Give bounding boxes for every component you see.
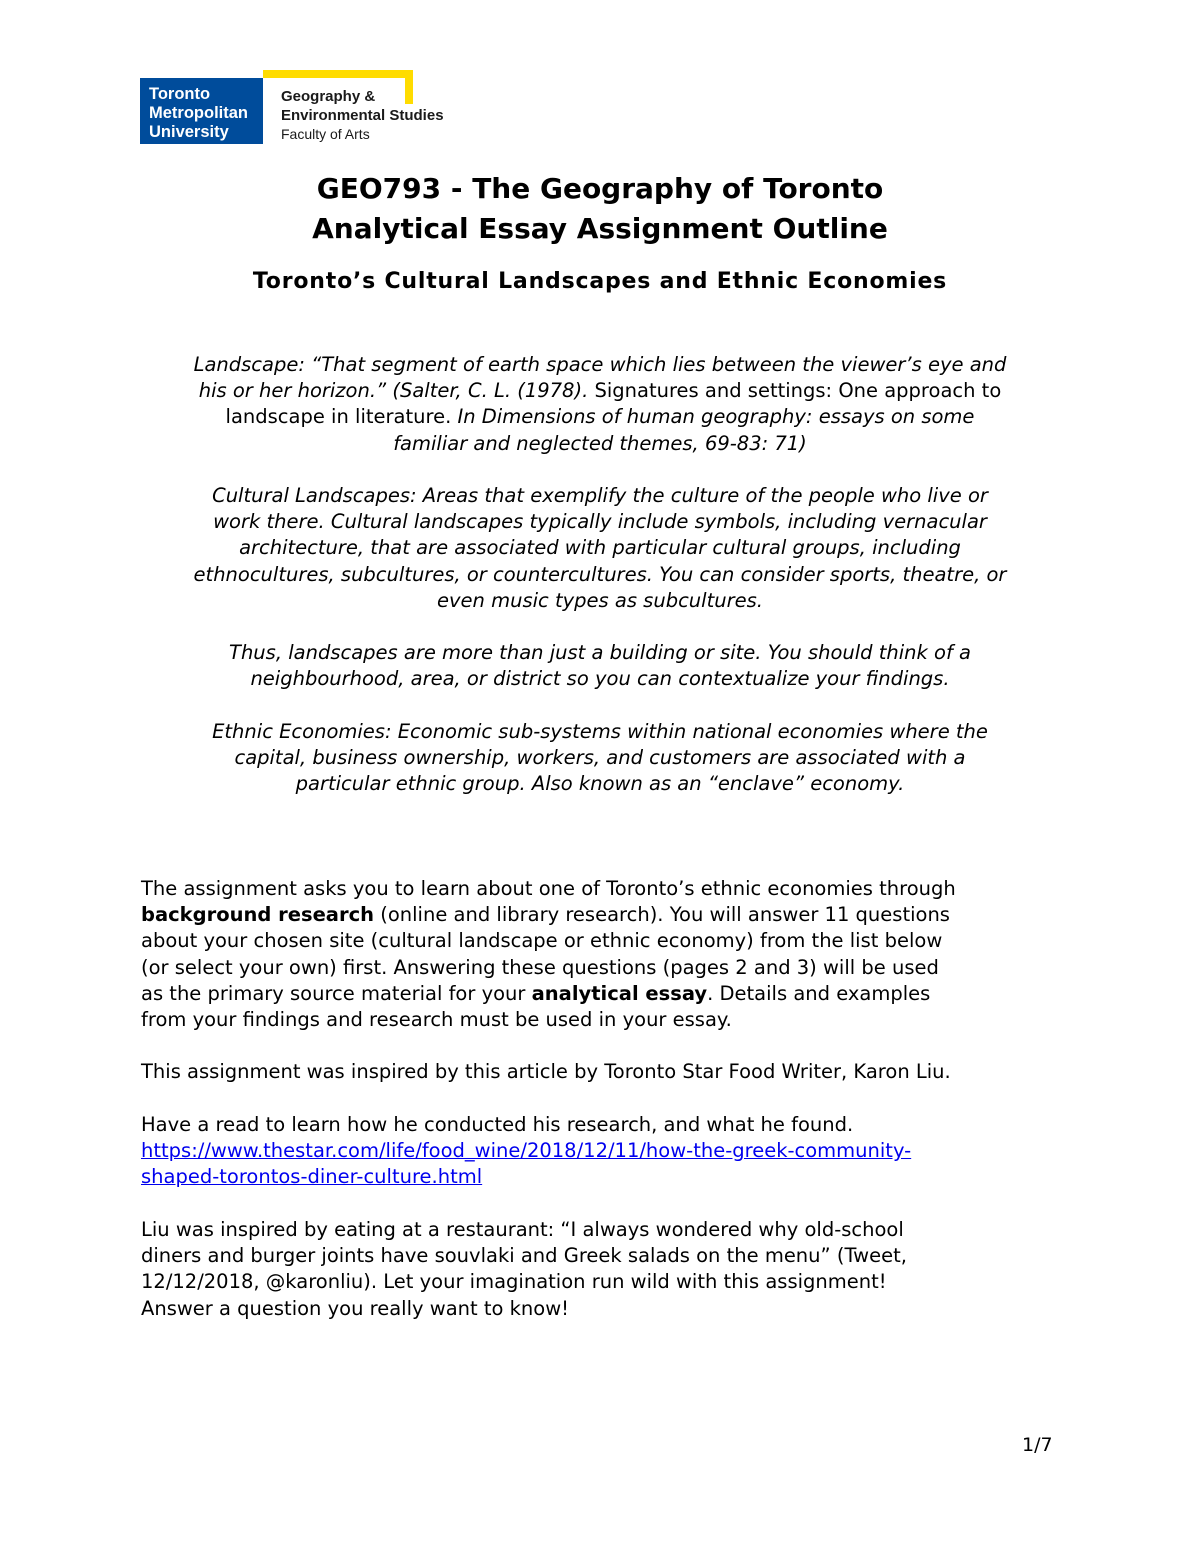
landscape-line-4: familiar and neglected themes, 69-83: 71): [393, 431, 807, 455]
university-line-1: Toronto: [149, 85, 211, 103]
body-line: [141, 981, 1071, 1007]
page-title-line-2: Analytical Essay Assignment Outline: [312, 212, 888, 245]
background-research-emphasis: background research: [141, 903, 375, 927]
body-line: Liu was inspired by eating at a restaurant: “I always wondered why old-school: [141, 1218, 904, 1241]
page-title-line-1: GEO793 - The Geography of Toronto: [316, 172, 884, 205]
definition-line: particular ethnic group. Also known as an “enclave” economy.: [295, 772, 905, 796]
landscape-line-3-italic: In Dimensions of human geography: essays on some: [457, 405, 975, 429]
body-line: about your chosen site (cultural landscape or ethnic economy) from the list below: [141, 929, 943, 953]
analytical-essay-emphasis: analytical essay: [531, 981, 708, 1005]
landscape-line-3: [130, 404, 1070, 430]
university-line-3: University: [149, 123, 229, 141]
landscape-definition: [130, 352, 1070, 457]
landscape-line-1: Landscape: “That segment of earth space which lies between the viewer’s eye and: [193, 353, 1007, 376]
inspiration-paragraph: [141, 1059, 1071, 1085]
body-line-end: . Details and examples: [707, 981, 931, 1005]
ethnic-economies-definition: [130, 719, 1070, 798]
body-line-rest: (online and library research). You will answer 11 questions: [374, 903, 950, 927]
page-number: 1/7: [1022, 1434, 1053, 1456]
definition-line: Ethnic Economies: Economic sub-systems within national economies where the: [212, 720, 988, 743]
cultural-landscapes-definition: [130, 483, 1070, 614]
note-line: neighbourhood, area, or district so you can contextualize your findings.: [250, 667, 950, 691]
article-link-line-2[interactable]: shaped-torontos-diner-culture.html: [141, 1165, 483, 1189]
landscape-line-2-italic: his or her horizon.” (Salter, C. L. (1978).: [198, 379, 595, 403]
article-link-line-1[interactable]: https://www.thestar.com/life/food_wine/2018/12/11/how-the-greek-community-: [141, 1139, 912, 1163]
definition-line: even music types as subcultures.: [437, 588, 763, 612]
logo-accent-bar: [263, 70, 405, 78]
university-line-2: Metropolitan: [149, 104, 248, 122]
liu-inspiration-paragraph: [141, 1217, 1071, 1322]
department-line-1: Geography &: [281, 88, 376, 105]
landscape-line-3-normal: landscape in literature.: [225, 405, 458, 429]
body-line: Answer a question you really want to know!: [141, 1296, 569, 1320]
department-line-2: Environmental Studies: [281, 107, 444, 124]
definition-line: Cultural Landscapes: Areas that exemplify the culture of the people who live or: [212, 484, 988, 507]
body-line: 12/12/2018, @karonliu). Let your imagination run wild with this assignment!: [141, 1270, 887, 1294]
assignment-description: [141, 876, 1071, 1033]
body-line: (or select your own) first. Answering these questions (pages 2 and 3) will be used: [141, 955, 939, 979]
article-link[interactable]: [141, 1138, 1071, 1190]
body-line: diners and burger joints have souvlaki and Greek salads on the menu” (Tweet,: [141, 1244, 907, 1268]
page-subtitle: Toronto’s Cultural Landscapes and Ethnic Economies: [252, 269, 948, 294]
faculty-name: Faculty of Arts: [281, 126, 370, 142]
article-reference: [141, 1112, 1071, 1191]
definition-line: architecture, that are associated with particular cultural groups, including: [239, 536, 961, 560]
university-name-box: [140, 78, 263, 144]
landscape-note: [130, 640, 1070, 692]
body-line: [141, 902, 1071, 928]
landscape-line-2-normal: Signatures and settings: One approach to: [594, 379, 1002, 403]
definition-line: ethnocultures, subcultures, or countercultures. You can consider sports, theatre, or: [193, 562, 1007, 586]
body-line: The assignment asks you to learn about one of Toronto’s ethnic economies through: [141, 877, 956, 900]
note-line: Thus, landscapes are more than just a building or site. You should think of a: [229, 641, 971, 664]
definition-line: capital, business ownership, workers, and customers are associated with a: [234, 746, 966, 770]
definition-line: work there. Cultural landscapes typically include symbols, including vernacular: [213, 510, 987, 534]
department-name: [281, 87, 444, 143]
body-line-start: as the primary source material for your: [141, 981, 532, 1005]
body-line: from your findings and research must be used in your essay.: [141, 1008, 732, 1032]
body-line: Have a read to learn how he conducted his research, and what he found.: [141, 1113, 854, 1136]
landscape-line-2: [130, 378, 1070, 404]
body-line: This assignment was inspired by this article by Toronto Star Food Writer, Karon Liu.: [141, 1060, 951, 1083]
